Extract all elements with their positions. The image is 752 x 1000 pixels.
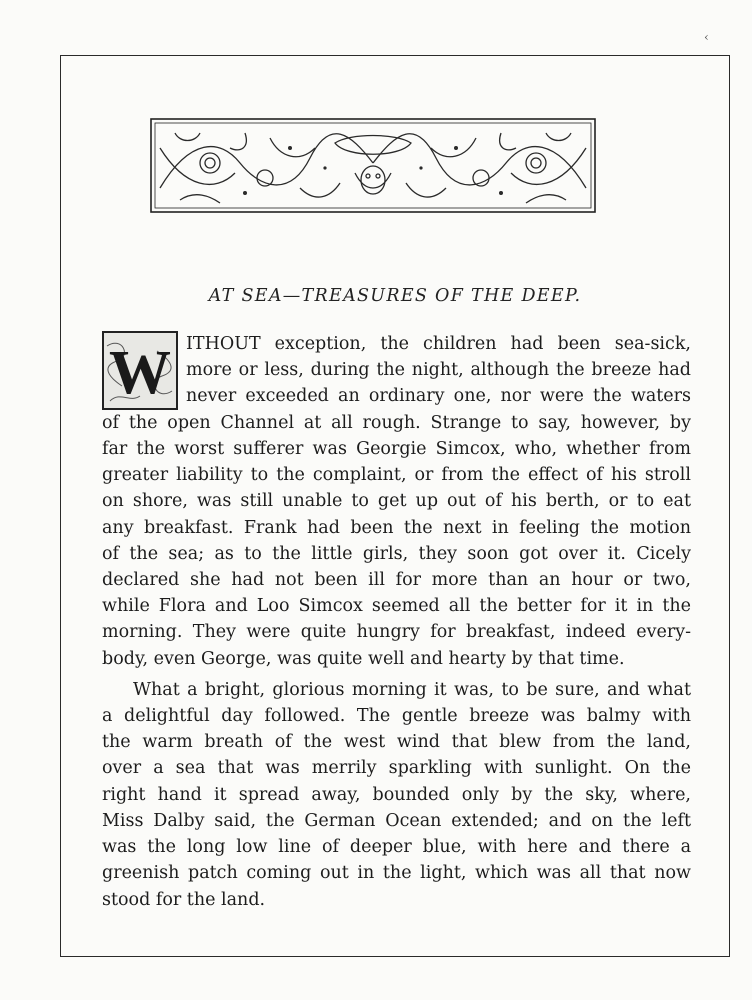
text-line: any breakfast. Frank had been the next in feeling the motion — [102, 518, 691, 538]
text-line: a delightful day followed. The gentle breeze was balmy with — [102, 706, 691, 726]
text-line: right hand it spread away, bounded only by the sky, where, — [102, 785, 691, 805]
text-line: stood for the land. — [102, 890, 266, 910]
text-line: of the open Channel at all rough. Strange to say, however, by — [102, 413, 691, 433]
text-line: ITHOUT exception, the children had been sea-sick, — [186, 334, 691, 354]
text-line: Miss Dalby said, the German Ocean extended; and on the left — [102, 811, 691, 831]
drop-cap-ornament — [102, 331, 178, 410]
text-line: while Flora and Loo Simcox seemed all the better for it in the — [102, 596, 691, 616]
chapter-heading: AT SEA—TREASURES OF THE DEEP. — [208, 286, 582, 306]
text-line: far the worst sufferer was Georgie Simcox, who, whether from — [102, 439, 691, 459]
text-line: greenish patch coming out in the light, which was all that now — [102, 863, 691, 883]
text-line: the warm breath of the west wind that blew from the land, — [102, 732, 691, 752]
text-line: body, even George, was quite well and hearty by that time. — [102, 649, 625, 669]
text-line: morning. They were quite hungry for breakfast, indeed every- — [102, 622, 691, 642]
text-line: was the long low line of deeper blue, with here and there a — [102, 837, 691, 857]
text-line: never exceeded an ordinary one, nor were the waters — [186, 386, 691, 406]
drop-cap-letter: W — [109, 339, 171, 407]
corner-mark: ‹ — [704, 30, 709, 44]
text-line: over a sea that was merrily sparkling with sunlight. On the — [102, 758, 691, 778]
text-line: greater liability to the complaint, or from the effect of his stroll — [102, 465, 691, 485]
text-line: more or less, during the night, although the breeze had — [186, 360, 691, 380]
text-line: of the sea; as to the little girls, they soon got over it. Cicely — [102, 544, 691, 564]
ornament-band — [150, 118, 596, 213]
text-line: on shore, was still unable to get up out of his berth, or to eat — [102, 491, 691, 511]
text-line: What a bright, glorious morning it was, to be sure, and what — [133, 680, 691, 700]
text-line: declared she had not been ill for more than an hour or two, — [102, 570, 691, 590]
